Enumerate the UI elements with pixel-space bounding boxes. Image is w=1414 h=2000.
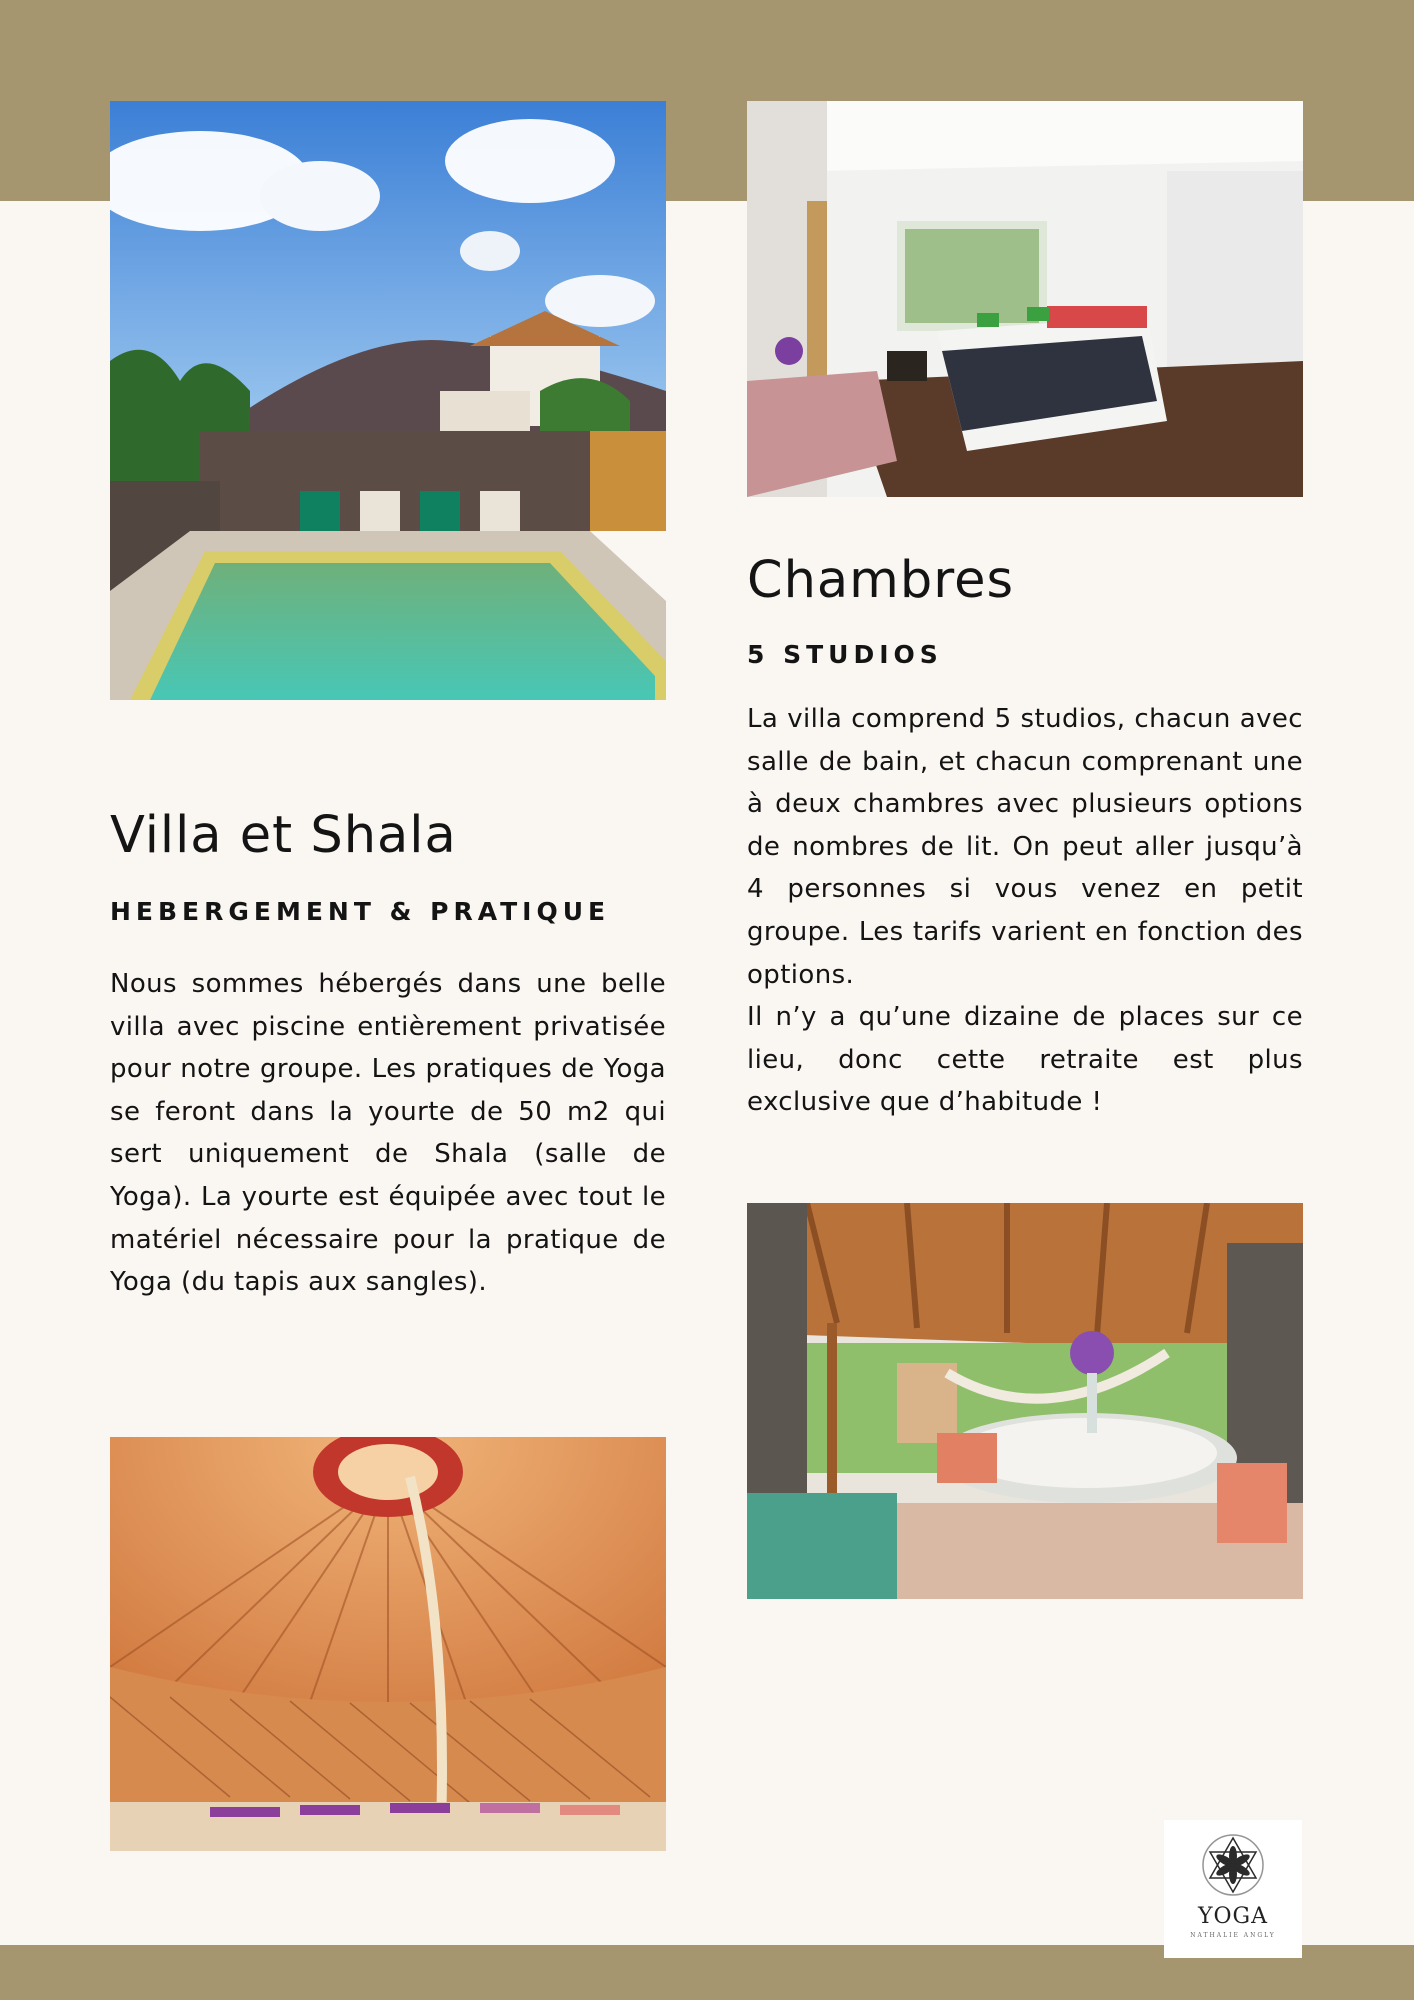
bedroom-photo [747,101,1303,497]
villa-title: Villa et Shala [110,806,457,865]
flower-of-life-icon [1198,1830,1268,1900]
villa-description [110,963,666,1304]
villa-pool-photo [110,101,666,700]
chambres-paragraph-2: Il n’y a qu’une dizaine de places sur ce lieu, donc cette retraite est plus exclusive que d’habitude ! [747,1002,1303,1118]
yoga-logo [1164,1820,1302,1958]
villa-subtitle: HEBERGEMENT & PRATIQUE [110,897,611,926]
terrace-photo [747,1203,1303,1599]
yurt-photo [110,1437,666,1851]
logo-wordmark: YOGA [1197,1904,1269,1929]
villa-paragraph: Nous sommes hébergés dans une belle villa avec piscine entièrement privatisée pour notre groupe. Les pratiques de Yoga se feront dans la yourte de 50 m2 qui sert uniquement de Shala (salle de Yoga). La yourte est équipée avec tout le matériel nécessaire pour la pratique de Yoga (du tapis aux sangles). [110,969,666,1298]
chambres-paragraph-1: La villa comprend 5 studios, chacun avec salle de bain, et chacun comprenant une à deux chambres avec plusieurs options de nombres de lit. On peut aller jusqu’à 4 personnes si vous venez en petit groupe. Les tarifs varient en fonction des options. [747,704,1303,990]
chambres-description [747,698,1303,1124]
chambres-subtitle: 5 STUDIOS [747,640,943,669]
chambres-title: Chambres [747,551,1015,610]
logo-byline: NATHALIE ANGLY [1190,1932,1276,1939]
